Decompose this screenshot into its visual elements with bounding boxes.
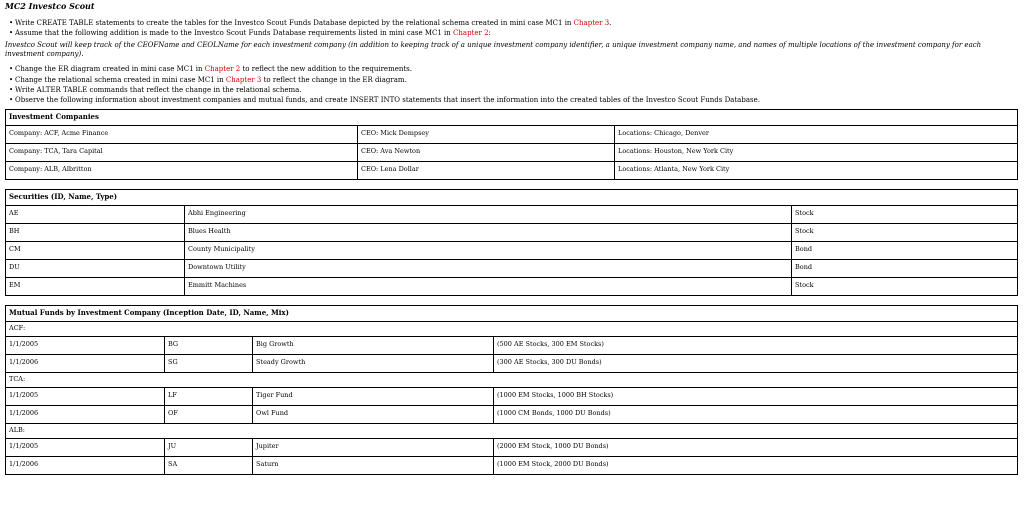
fund-mix-cell: (1000 CM Bonds, 1000 DU Bonds) [494, 405, 1018, 423]
page-title: MC2 Investco Scout [5, 1, 95, 11]
fund-id-cell: LF [165, 387, 253, 405]
fund-mix-cell: (1000 EM Stocks, 1000 BH Stocks) [494, 387, 1018, 405]
bullet-text: Change the relational schema created in mini case MC1 in [15, 75, 226, 84]
security-type-cell: Bond [792, 259, 1018, 277]
company-ceo-cell: CEO: Mick Dempsey [358, 125, 615, 143]
bullet-suffix: to reflect the new addition to the requirements. [240, 65, 412, 74]
bullet-text: Assume that the following addition is made to the Investco Scout Funds Database requirements listed in mini case MC1 in [15, 28, 454, 37]
bullet-item [15, 19, 1018, 27]
security-type-cell: Stock [792, 223, 1018, 241]
bullet-item [15, 65, 1018, 73]
security-name-cell: Blues Health [185, 223, 792, 241]
bullet-item [15, 96, 1018, 104]
security-id-cell: EM [6, 277, 185, 295]
investment-companies-table [5, 109, 1018, 180]
company-ceo-cell: CEO: Lena Dollar [358, 161, 615, 179]
bullet-item [15, 76, 1018, 84]
fund-row [6, 456, 1018, 474]
securities-table [5, 189, 1018, 296]
fund-name-cell: Jupiter [253, 438, 494, 456]
company-ceo-cell: CEO: Ava Newton [358, 143, 615, 161]
fund-id-cell: JU [165, 438, 253, 456]
fund-date-cell: 1/1/2006 [6, 456, 165, 474]
company-company-cell: Company: TCA, Tara Capital [6, 143, 358, 161]
fund-mix-cell: (300 AE Stocks, 300 DU Bonds) [494, 354, 1018, 372]
fund-date-cell: 1/1/2006 [6, 405, 165, 423]
securities-header: Securities (ID, Name, Type) [6, 189, 1018, 205]
bullet-item [15, 29, 1018, 37]
fund-id-cell: BG [165, 336, 253, 354]
fund-name-cell: Tiger Fund [253, 387, 494, 405]
security-id-cell: DU [6, 259, 185, 277]
security-id-cell: AE [6, 205, 185, 223]
chapter-link[interactable]: Chapter 3 [573, 18, 610, 27]
chapter-link[interactable]: Chapter 3 [225, 75, 262, 84]
fund-name-cell: Steady Growth [253, 354, 494, 372]
security-id-cell: BH [6, 223, 185, 241]
bullet-text: Write CREATE TABLE statements to create the tables for the Investco Scout Funds Database depicted by the relational schema created in mini case MC1 in [15, 18, 574, 27]
fund-id-cell: SG [165, 354, 253, 372]
bullet-text: Change the ER diagram created in mini case MC1 in [15, 65, 205, 74]
company-locations-cell: Locations: Houston, New York City [615, 143, 1018, 161]
company-row [6, 125, 1018, 143]
security-row [6, 241, 1018, 259]
security-row [6, 205, 1018, 223]
fund-name-cell: Owl Fund [253, 405, 494, 423]
investment-companies-header: Investment Companies [6, 109, 1018, 125]
fund-group-label: TCA: [6, 372, 1018, 387]
security-type-cell: Bond [792, 241, 1018, 259]
instructions-list-top [5, 19, 1018, 38]
security-row [6, 277, 1018, 295]
fund-name-cell: Saturn [253, 456, 494, 474]
fund-row [6, 336, 1018, 354]
fund-row [6, 354, 1018, 372]
security-id-cell: CM [6, 241, 185, 259]
bullet-text: Write ALTER TABLE commands that reflect the change in the relational schema. [15, 85, 302, 94]
fund-row [6, 405, 1018, 423]
fund-group-row [6, 321, 1018, 336]
company-row [6, 143, 1018, 161]
mutual-funds-table [5, 305, 1018, 475]
fund-mix-cell: (2000 EM Stock, 1000 DU Bonds) [494, 438, 1018, 456]
security-name-cell: County Municipality [185, 241, 792, 259]
fund-group-row [6, 372, 1018, 387]
fund-date-cell: 1/1/2006 [6, 354, 165, 372]
bullet-suffix: to reflect the change in the ER diagram. [261, 75, 407, 84]
chapter-link[interactable]: Chapter 2 [453, 28, 489, 37]
fund-date-cell: 1/1/2005 [6, 387, 165, 405]
company-company-cell: Company: ACF, Acme Finance [6, 125, 358, 143]
fund-row [6, 438, 1018, 456]
fund-mix-cell: (1000 EM Stock, 2000 DU Bonds) [494, 456, 1018, 474]
fund-id-cell: SA [165, 456, 253, 474]
fund-date-cell: 1/1/2005 [6, 336, 165, 354]
security-row [6, 259, 1018, 277]
bullet-text: Observe the following information about investment companies and mutual funds, and create INSERT INTO statements that insert the information into the created tables of the Investco Scout Funds Database. [15, 96, 760, 105]
bullet-suffix: . [609, 18, 612, 27]
security-name-cell: Abhi Engineering [185, 205, 792, 223]
security-type-cell: Stock [792, 277, 1018, 295]
fund-mix-cell: (500 AE Stocks, 300 EM Stocks) [494, 336, 1018, 354]
security-name-cell: Downtown Utility [185, 259, 792, 277]
security-type-cell: Stock [792, 205, 1018, 223]
security-name-cell: Emmitt Machines [185, 277, 792, 295]
bullet-item [15, 86, 1018, 94]
company-locations-cell: Locations: Atlanta, New York City [615, 161, 1018, 179]
fund-name-cell: Big Growth [253, 336, 494, 354]
fund-row [6, 387, 1018, 405]
instructions-list-bottom [5, 65, 1018, 105]
fund-group-label: ACF: [6, 321, 1018, 336]
company-locations-cell: Locations: Chicago, Denver [615, 125, 1018, 143]
security-row [6, 223, 1018, 241]
fund-group-label: ALB: [6, 423, 1018, 438]
company-row [6, 161, 1018, 179]
requirement-note: Investco Scout will keep track of the CEOFName and CEOLName for each investment company (in addition to keeping track of a unique investment company identifier, a unique investment company name, and names of multiple locations of the investment company for each investment company). [5, 41, 982, 58]
company-company-cell: Company: ALB, Albritton [6, 161, 358, 179]
mutual-funds-header: Mutual Funds by Investment Company (Inception Date, ID, Name, Mix) [6, 305, 1018, 321]
fund-id-cell: OF [165, 405, 253, 423]
bullet-suffix: : [488, 28, 491, 37]
fund-date-cell: 1/1/2005 [6, 438, 165, 456]
fund-group-row [6, 423, 1018, 438]
chapter-link[interactable]: Chapter 2 [204, 65, 241, 74]
